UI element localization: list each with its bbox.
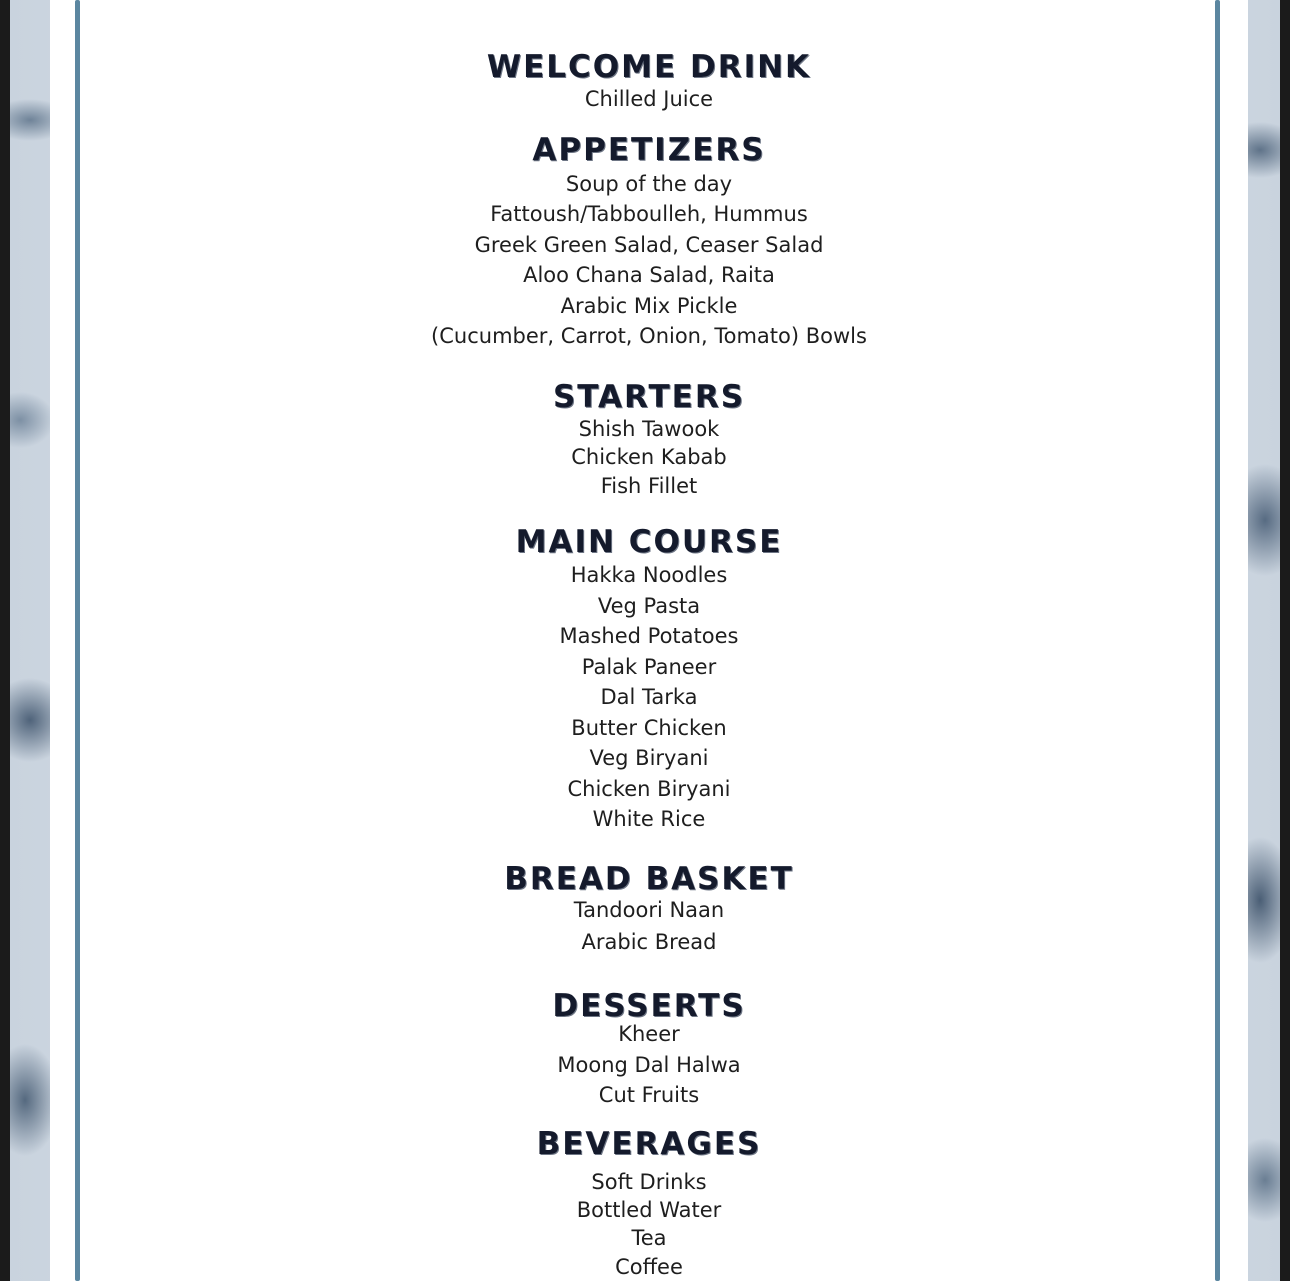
- menu-item: Veg Pasta: [597, 594, 701, 618]
- watercolor-background: [10, 0, 1280, 1281]
- menu-item: Chilled Juice: [584, 87, 714, 111]
- menu-content: [50, 0, 1248, 1281]
- menu-item: Soft Drinks: [591, 1170, 707, 1194]
- menu-item: Hakka Noodles: [570, 563, 728, 587]
- menu-item: Arabic Bread: [581, 930, 717, 954]
- menu-item: Moong Dal Halwa: [557, 1053, 741, 1077]
- menu-page: [50, 0, 1248, 1281]
- menu-item: (Cucumber, Carrot, Onion, Tomato) Bowls: [431, 324, 867, 348]
- menu-item: Chicken Biryani: [567, 777, 731, 801]
- section-title-desserts: DESSERTS: [552, 988, 746, 1024]
- menu-item: White Rice: [592, 807, 706, 831]
- menu-item: Cut Fruits: [598, 1083, 700, 1107]
- menu-item: Butter Chicken: [571, 716, 727, 740]
- section-title-bread-basket: BREAD BASKET: [504, 861, 794, 897]
- section-title-appetizers: APPETIZERS: [532, 132, 766, 168]
- menu-item: Dal Tarka: [600, 685, 698, 709]
- menu-item: Bottled Water: [576, 1198, 722, 1222]
- menu-item: Greek Green Salad, Ceaser Salad: [474, 233, 824, 257]
- menu-item: Shish Tawook: [578, 417, 720, 441]
- section-title-welcome-drink: WELCOME DRINK: [486, 49, 812, 85]
- menu-item: Tandoori Naan: [573, 898, 725, 922]
- section-title-starters: STARTERS: [552, 379, 746, 415]
- menu-item: Veg Biryani: [589, 746, 709, 770]
- menu-item: Fish Fillet: [600, 474, 698, 498]
- section-title-beverages: BEVERAGES: [536, 1126, 762, 1162]
- menu-item: Arabic Mix Pickle: [560, 294, 738, 318]
- menu-item: Tea: [631, 1226, 667, 1250]
- menu-item: Mashed Potatoes: [559, 624, 739, 648]
- section-title-main-course: MAIN COURSE: [515, 524, 783, 560]
- menu-item: Palak Paneer: [581, 655, 717, 679]
- menu-item: Soup of the day: [565, 172, 733, 196]
- menu-item: Aloo Chana Salad, Raita: [523, 263, 775, 287]
- menu-item: Coffee: [615, 1255, 683, 1279]
- menu-item: Fattoush/Tabboulleh, Hummus: [490, 202, 808, 226]
- menu-item: Kheer: [618, 1022, 680, 1046]
- menu-item: Chicken Kabab: [571, 445, 727, 469]
